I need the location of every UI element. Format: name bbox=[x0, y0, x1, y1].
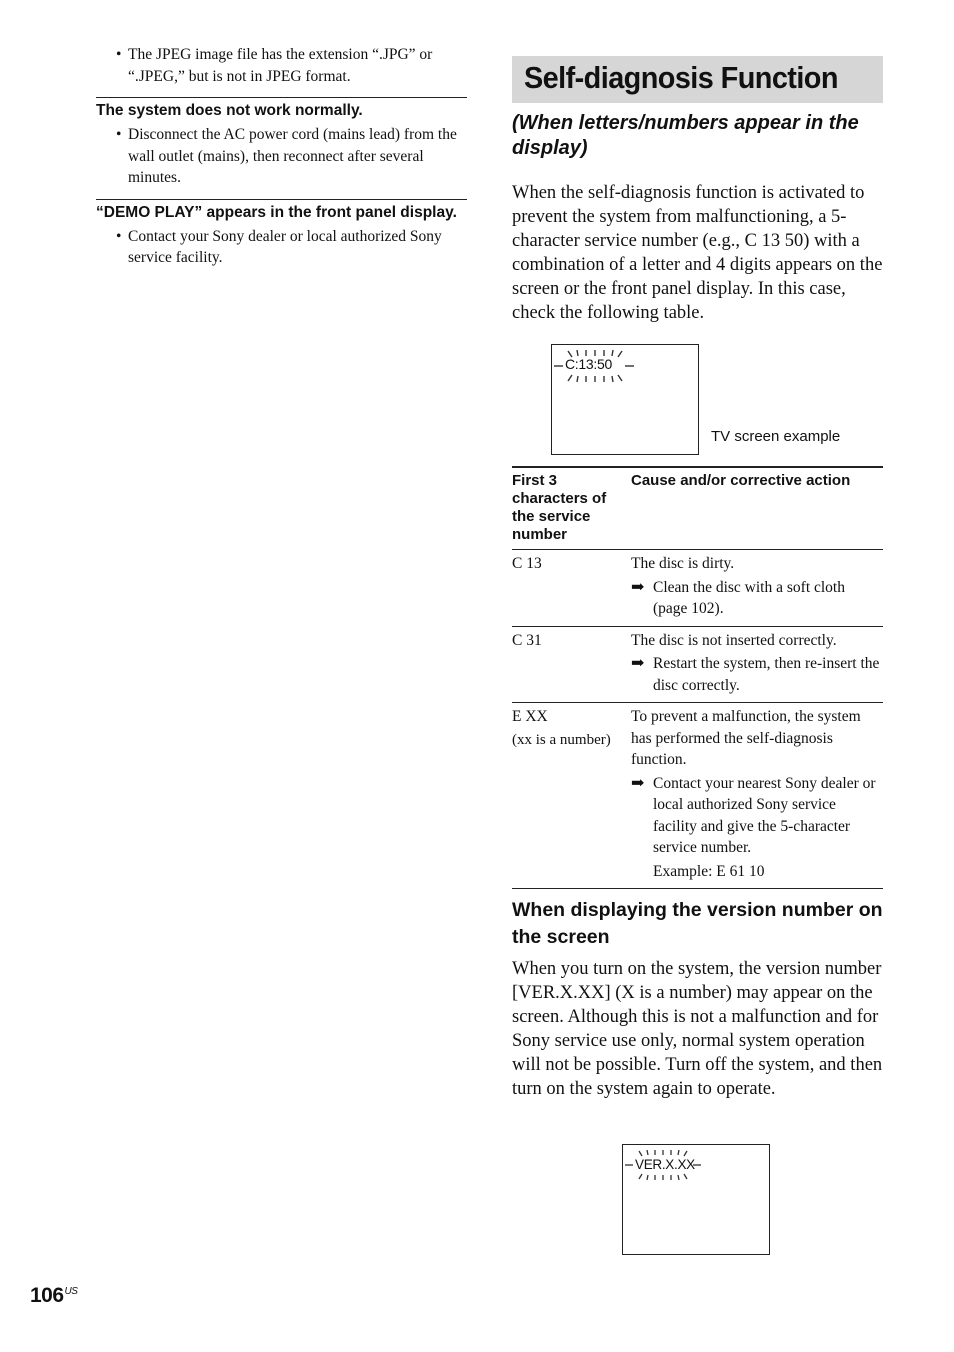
service-code: C 31 bbox=[512, 626, 631, 703]
service-code: C 13 bbox=[512, 550, 631, 627]
section-heading: “DEMO PLAY” appears in the front panel display. bbox=[96, 203, 457, 221]
action-text: Clean the disc with a soft cloth (page 102). bbox=[653, 578, 845, 617]
region-suffix: US bbox=[64, 1286, 78, 1297]
table-header-code: First 3 characters of the service number bbox=[512, 467, 631, 550]
cause-action-cell bbox=[631, 703, 883, 889]
blink-rays-icon bbox=[623, 1145, 769, 1205]
troubleshoot-section-system bbox=[96, 97, 467, 189]
troubleshoot-section-demo-play bbox=[96, 199, 467, 269]
page-title: Self-diagnosis Function bbox=[524, 60, 838, 95]
tv-screen-text: C:13:50 bbox=[565, 356, 612, 372]
table-row bbox=[512, 550, 883, 627]
title-banner bbox=[512, 56, 883, 103]
arrow-right-icon: ➡ bbox=[631, 578, 645, 596]
intro-paragraph: When the self-diagnosis function is activated to prevent the system from malfunctioning, a 5-character service number (e.g., C 13 50) with a combination of a letter and 4 digits appears on the screen or the front panel display. In this case, check the following table. bbox=[512, 183, 883, 323]
tv-screen-caption: TV screen example bbox=[711, 428, 841, 445]
right-column bbox=[512, 56, 883, 325]
blink-rays-icon bbox=[552, 345, 698, 405]
bullet-disconnect-power bbox=[96, 124, 467, 189]
bullet-dot: • bbox=[116, 46, 122, 63]
cause-text: To prevent a malfunction, the system has performed the self-diagnosis function. bbox=[631, 708, 861, 768]
section-heading: The system does not work normally. bbox=[96, 102, 363, 119]
tv-screen-text: VER.X.XX bbox=[635, 1157, 695, 1172]
bullet-jpeg-extension bbox=[96, 44, 467, 87]
corrective-action bbox=[631, 653, 883, 696]
left-column bbox=[96, 44, 467, 269]
page-number: $106^{US}$ bbox=[30, 1284, 78, 1307]
cause-action-cell bbox=[631, 550, 883, 627]
arrow-right-icon: ➡ bbox=[631, 655, 645, 672]
cause-text: The disc is not inserted correctly. bbox=[631, 631, 837, 649]
service-code: E XX (xx is a number) bbox=[512, 703, 631, 889]
tv-screen-version bbox=[622, 1144, 770, 1255]
arrow-right-icon: ➡ bbox=[631, 774, 645, 792]
bullet-text: Contact your Sony dealer or local authorized Sony service facility. bbox=[128, 227, 442, 266]
action-text: Restart the system, then re-insert the disc correctly. bbox=[653, 655, 880, 694]
page-subtitle: (When letters/numbers appear in the display) bbox=[512, 112, 859, 159]
bullet-dot: • bbox=[116, 227, 122, 245]
cause-action-cell bbox=[631, 626, 883, 703]
bullet-text: Disconnect the AC power cord (mains lead) from the wall outlet (mains), then reconnect after several minutes. bbox=[128, 126, 457, 186]
cause-text: The disc is dirty. bbox=[631, 555, 735, 572]
tv-screen-example bbox=[551, 344, 699, 455]
bullet-dot: • bbox=[116, 126, 122, 143]
bullet-text: The JPEG image file has the extension “.JPG” or “.JPEG,” but is not in JPEG format. bbox=[128, 46, 433, 85]
table-row bbox=[512, 703, 883, 889]
service-code-note: (xx is a number) bbox=[512, 731, 611, 748]
version-paragraph: When you turn on the system, the version number [VER.X.XX] (X is a number) may appear on the screen. Although this is not a malfunction and for Sony service use only, normal system operation will not be possible. Turn off the system, and then turn on the system again to operate. bbox=[512, 959, 883, 1099]
corrective-action bbox=[631, 773, 883, 883]
table-header-action: Cause and/or corrective action bbox=[631, 467, 883, 550]
table-header-row bbox=[512, 467, 883, 550]
version-heading: When displaying the version number on the screen bbox=[512, 899, 883, 948]
service-number-table bbox=[512, 466, 883, 889]
bullet-contact-dealer bbox=[96, 226, 467, 269]
table-row bbox=[512, 626, 883, 703]
action-text: Contact your nearest Sony dealer or local authorized Sony service facility and give the 5-character service number. bbox=[653, 774, 876, 856]
action-example: Example: E 61 10 bbox=[653, 862, 765, 880]
corrective-action bbox=[631, 577, 883, 620]
